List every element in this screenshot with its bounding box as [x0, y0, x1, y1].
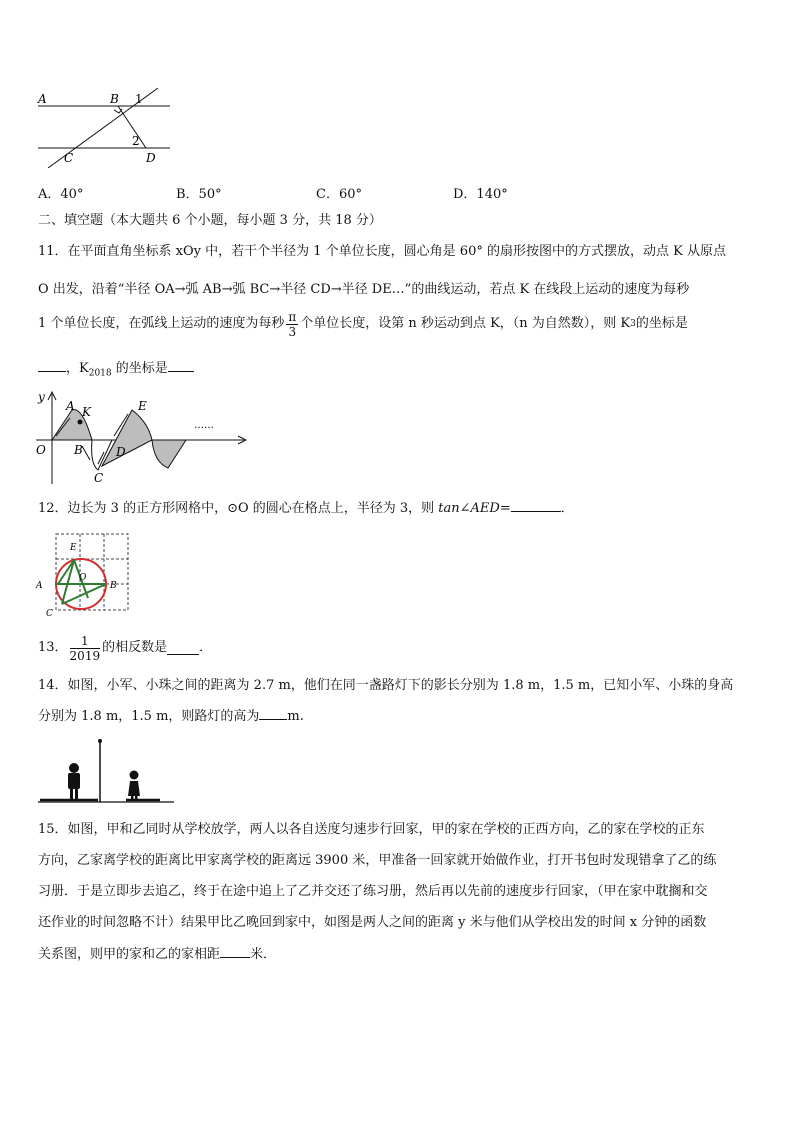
q13-fraction — [70, 634, 101, 663]
label-e: E — [70, 543, 77, 553]
label-angle-2: 2 — [132, 134, 140, 148]
q11-pi-over-3-fraction — [286, 310, 298, 339]
label-dots: …… — [194, 420, 214, 431]
q13-frac-den: 2019 — [69, 648, 101, 663]
q14-line-1: 14．如图，小军、小珠之间的距离为 2.7 m，他们在同一盏路灯下的影长分别为 1.8 m，1.5 m，已知小军、小珠的身高 — [38, 678, 734, 693]
q10-option-b: B．50° — [176, 187, 222, 202]
label-c: C — [94, 471, 104, 485]
label-d: D — [146, 151, 156, 165]
label-y: y — [38, 390, 45, 404]
q15-line-5 — [38, 945, 276, 964]
q11-line-4-part-b: 的坐标是 — [111, 361, 168, 376]
q15-line-4: 还作业的时间忽略不计）结果甲比乙晚回到家中，如图是两人之间的距离 y 米与他们从学校出发的时间 x 分钟的函数 — [38, 915, 707, 930]
point-k — [78, 420, 83, 425]
q10-option-d: D．140° — [453, 187, 508, 202]
q11-line-3-part-c: 的坐标是 — [635, 316, 688, 331]
q11-answer-blank-1[interactable] — [38, 359, 66, 372]
q12-answer-blank[interactable] — [511, 499, 561, 512]
q14-answer-blank[interactable] — [259, 707, 287, 720]
lamp-light — [98, 739, 102, 743]
q11-frac-den: 3 — [288, 324, 297, 339]
q13-text-body: 的相反数是 — [102, 640, 168, 655]
q12-text-part-b: ． — [560, 501, 574, 516]
q15-line-1: 15．如图，甲和乙同时从学校放学，两人以各自送度匀速步行回家，甲的家在学校的正西方向，乙的家在学校的正东 — [38, 822, 705, 837]
sector-3 — [102, 410, 152, 466]
q11-line-4-part-a: ，K — [66, 361, 89, 376]
q11-line-3-part-b: 个单位长度，设第 n 秒运动到点 K，（n 为自然数），则 K — [300, 316, 631, 331]
q11-line-4 — [38, 359, 194, 383]
q11-answer-blank-2[interactable] — [168, 359, 194, 372]
q15-line-2: 方向，乙家离学校的距离比甲家离学校的距离远 3900 米，甲准备一回家就开始做作业，打开书包时发现错拿了乙的练 — [38, 853, 717, 868]
q12-text-part-a: 12．边长为 3 的正方形网格中，⊙O 的圆心在格点上，半径为 3，则 — [38, 501, 439, 516]
label-k: K — [82, 405, 91, 419]
q12-figure — [34, 532, 134, 618]
q15-line-5-part-b: 米． — [250, 947, 277, 962]
q11-line-2: O 出发，沿着“半径 OA→弧 AB→弧 BC→半径 CD→半径 DE…”的曲线运动，若点 K 在线段上运动的速度为每秒 — [38, 282, 690, 297]
label-c: C — [64, 151, 74, 165]
label-a: A — [66, 399, 75, 413]
q11-line-3-part-a: 1 个单位长度，在弧线上运动的速度为每秒 — [38, 316, 285, 331]
q11-line-1: 11．在平面直角坐标系 xOy 中，若干个半径为 1 个单位长度，圆心角是 60° 的扇形按图中的方式摆放，动点 K 从原点 — [38, 244, 726, 259]
motion-arrow-2 — [82, 446, 90, 460]
q15-line-3: 习册．于是立即步去追乙，终于在途中追上了乙并交还了练习册，然后再以先前的速度步行回家，（甲在家中耽搁和交 — [38, 884, 708, 899]
q10-option-c: C．60° — [316, 187, 362, 202]
q11-k2018-subscript: 2018 — [88, 368, 112, 379]
q14-line-2-part-b: m. — [287, 709, 304, 724]
label-b: B — [110, 581, 117, 591]
q11-line-3 — [38, 309, 688, 339]
label-o: O — [36, 443, 46, 457]
person-xiaojun — [68, 763, 80, 800]
q11-figure — [30, 388, 254, 488]
person-xiaozhu — [128, 771, 140, 802]
section-title: 二、填空题（本大题共 6 个小题，每小题 3 分，共 18 分） — [38, 213, 382, 228]
q11-k-subscript: 3 — [630, 319, 636, 329]
q12-expression: tan∠AED= — [438, 501, 511, 516]
sector-4 — [152, 440, 186, 468]
label-c: C — [46, 609, 53, 618]
q13-answer-blank[interactable] — [167, 642, 199, 655]
label-b: B — [110, 92, 119, 106]
q10-option-a: A．40° — [38, 187, 84, 202]
q14-line-2 — [38, 707, 304, 726]
label-a: A — [36, 581, 43, 591]
q13-text-end: ． — [199, 640, 213, 655]
q12-text — [38, 499, 574, 518]
label-e: E — [138, 399, 147, 413]
q15-line-5-part-a: 关系图，则甲的家和乙的家相距 — [38, 947, 221, 962]
label-angle-1: 1 — [135, 92, 143, 106]
q14-line-2-part-a: 分别为 1.8 m，1.5 m，则路灯的高为 — [38, 709, 260, 724]
q13-text — [38, 630, 212, 666]
q15-answer-blank[interactable] — [220, 945, 250, 958]
q13-frac-num: 1 — [70, 634, 101, 649]
q10-figure — [34, 88, 174, 168]
q14-figure — [36, 736, 178, 806]
label-a: A — [38, 92, 47, 106]
label-b: B — [74, 443, 83, 457]
label-d: D — [116, 445, 126, 459]
q13-number: 13． — [38, 640, 68, 655]
label-o: O — [79, 573, 87, 583]
q11-frac-num: π — [288, 309, 297, 324]
